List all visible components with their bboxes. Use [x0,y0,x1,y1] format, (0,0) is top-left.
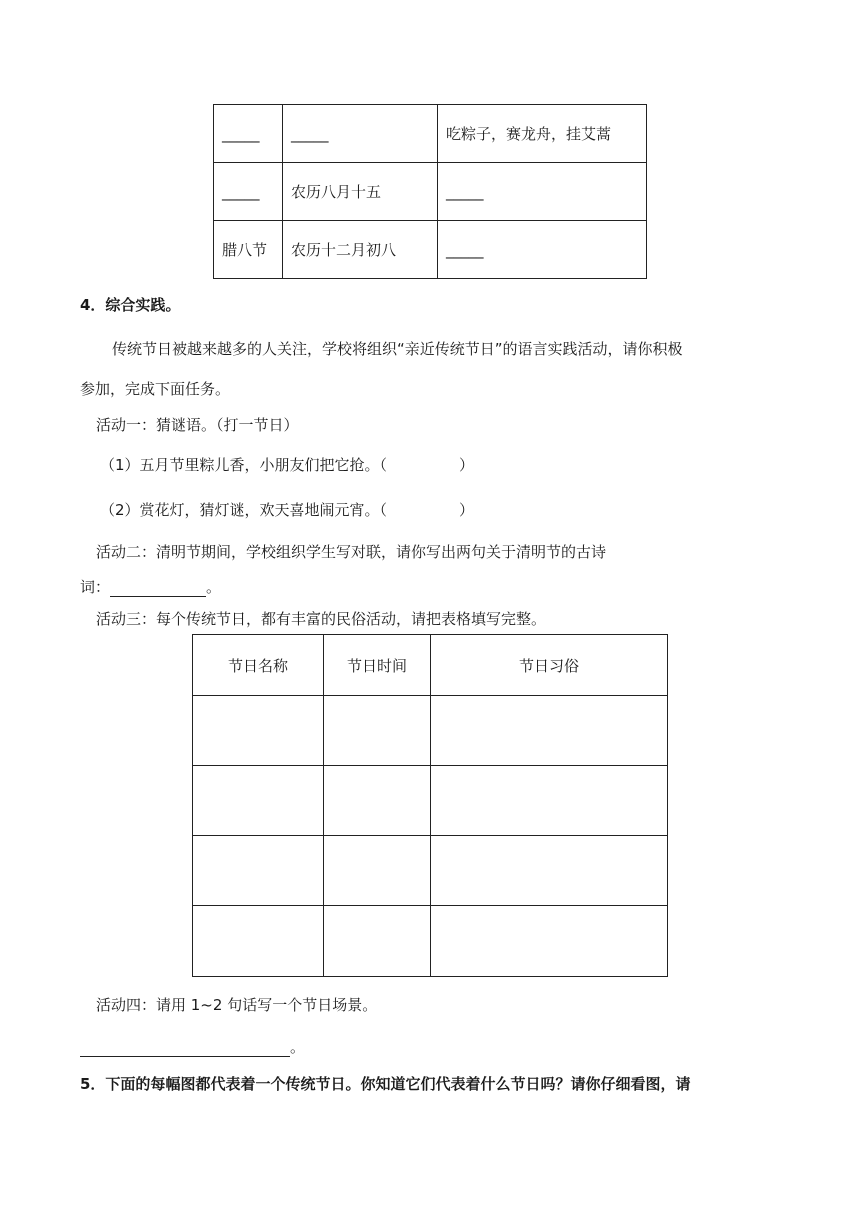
question-4-title: 4．综合实践。 [80,296,181,314]
cell-blank[interactable]: _____ [283,105,438,163]
table-cell[interactable] [431,766,668,836]
activity-2-answer-line[interactable] [110,582,206,597]
festival-table-top [213,104,647,279]
table-cell[interactable] [324,906,431,977]
riddle-1 [100,454,474,475]
header-festival-time: 节日时间 [324,635,431,696]
header-festival-name: 节日名称 [193,635,324,696]
cell-date: 农历八月十五 [283,163,438,221]
table-cell[interactable] [193,696,324,766]
cell-blank[interactable]: _____ [214,105,283,163]
riddle-2-close: ） [459,501,475,519]
cell-customs: 吃粽子，赛龙舟，挂艾蒿 [438,105,647,163]
header-festival-customs: 节日习俗 [431,635,668,696]
activity-4: 活动四：请用 1~2 句话写一个节日场景。 [96,996,378,1014]
riddle-2 [100,499,474,520]
cell-blank[interactable]: _____ [438,163,647,221]
table-cell[interactable] [193,906,324,977]
table-cell[interactable] [431,836,668,906]
riddle-1-text: （1）五月节里粽儿香，小朋友们把它抢。（ [100,456,388,474]
activity-2-label: 词： [80,578,111,596]
table-cell[interactable] [324,696,431,766]
activity-2-line1: 活动二：清明节期间，学校组织学生写对联，请你写出两句关于清明节的古诗 [96,543,607,561]
activity-2-line2 [80,576,221,597]
cell-date: 农历十二月初八 [283,221,438,279]
cell-blank[interactable]: _____ [214,163,283,221]
table-cell[interactable] [431,696,668,766]
table-cell[interactable] [324,836,431,906]
activity-4-answer-line[interactable] [80,1042,290,1057]
activity-1: 活动一：猜谜语。（打一节日） [96,416,299,434]
activity-4-answer [80,1036,305,1057]
activity-3: 活动三：每个传统节日，都有丰富的民俗活动，请把表格填写完整。 [96,610,547,628]
table-cell[interactable] [193,836,324,906]
table-cell[interactable] [324,766,431,836]
activity-4-end: 。 [290,1038,306,1056]
cell-blank[interactable]: _____ [438,221,647,279]
table-cell[interactable] [431,906,668,977]
q4-intro-line1: 传统节日被越来越多的人关注，学校将组织“亲近传统节日”的语言实践活动，请你积极 [112,340,683,358]
cell-festival: 腊八节 [214,221,283,279]
riddle-1-close: ） [459,456,475,474]
question-5-title: 5．下面的每幅图都代表着一个传统节日。你知道它们代表着什么节日吗？请你仔细看图，请 [80,1075,691,1093]
activity-2-end: 。 [206,578,222,596]
festival-table-fill [192,634,668,977]
q4-intro-line2: 参加，完成下面任务。 [80,380,231,398]
riddle-2-text: （2）赏花灯，猜灯谜，欢天喜地闹元宵。（ [100,501,388,519]
table-cell[interactable] [193,766,324,836]
